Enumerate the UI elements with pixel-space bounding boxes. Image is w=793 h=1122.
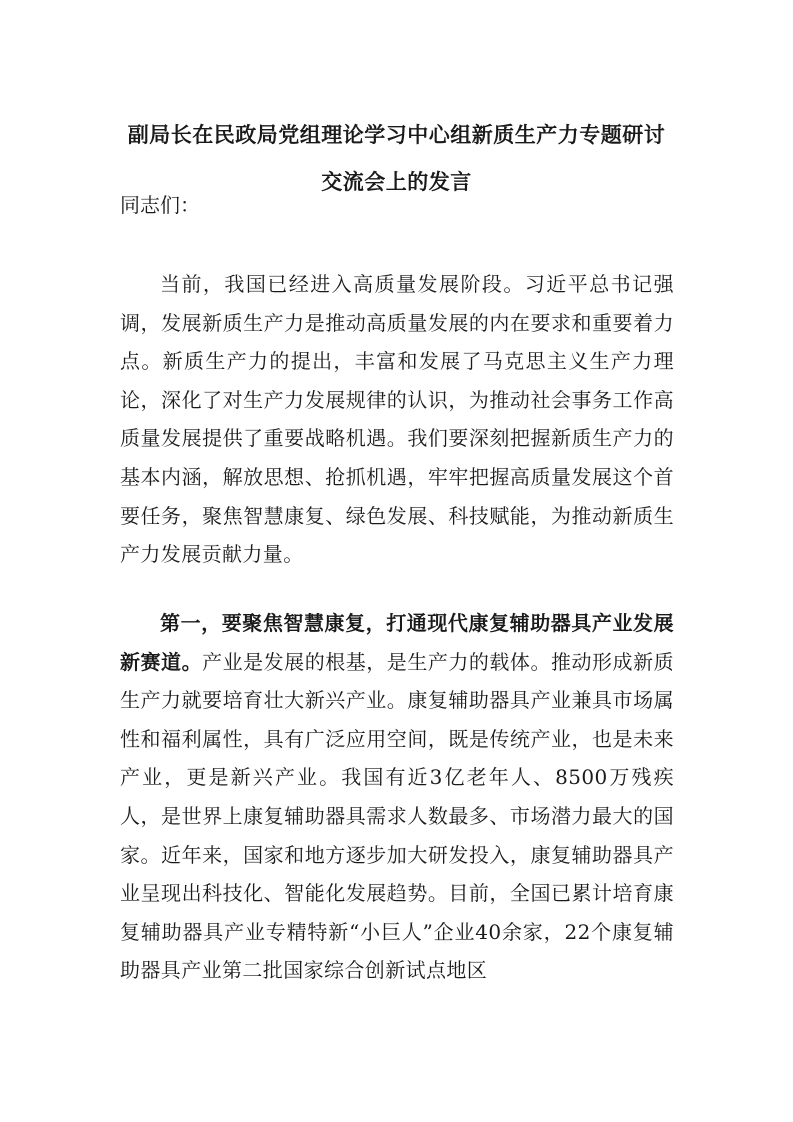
paragraph-intro — [120, 265, 674, 574]
paragraph-lead: 第一，要聚焦智慧康复，打通现代康复辅助器具产业发展新赛道。 — [120, 611, 674, 674]
document-title-line-1: 副局长在民政局党组理论学习中心组新质生产力专题研讨 — [127, 122, 666, 147]
salutation: 同志们： — [120, 193, 200, 217]
document-title-line-2: 交流会上的发言 — [321, 169, 472, 194]
paragraph-first-point — [120, 604, 674, 990]
paragraph-body: 当前，我国已经进入高质量发展阶段。习近平总书记强调，发展新质生产力是推动高质量发展的内在要求和重要着力点。新质生产力的提出，丰富和发展了马克思主义生产力理论，深化了对生产力发展规律的认识，为推动社会事务工作高质量发展提供了重要战略机遇。我们要深刻把握新质生产力的基本内涵，解放思想、抢抓机遇，牢牢把握高质量发展这个首要任务，聚焦智慧康复、绿色发展、科技赋能，为推动新质生产力发展贡献力量。 — [120, 272, 674, 567]
paragraph-body: 产业是发展的根基，是生产力的载体。推动形成新质生产力就要培育壮大新兴产业。康复辅助器具产业兼具市场属性和福利属性，具有广泛应用空间，既是传统产业，也是未来产业，更是新兴产业。我国有近3亿老年人、8500万残疾人，是世界上康复辅助器具需求人数最多、市场潜力最大的国家。近年来，国家和地方逐步加大研发投入，康复辅助器具产业呈现出科技化、智能化发展趋势。目前，全国已累计培育康复辅助器具产业专精特新“小巨人”企业40余家，22个康复辅助器具产业第二批国家综合创新试点地区 — [120, 649, 674, 983]
